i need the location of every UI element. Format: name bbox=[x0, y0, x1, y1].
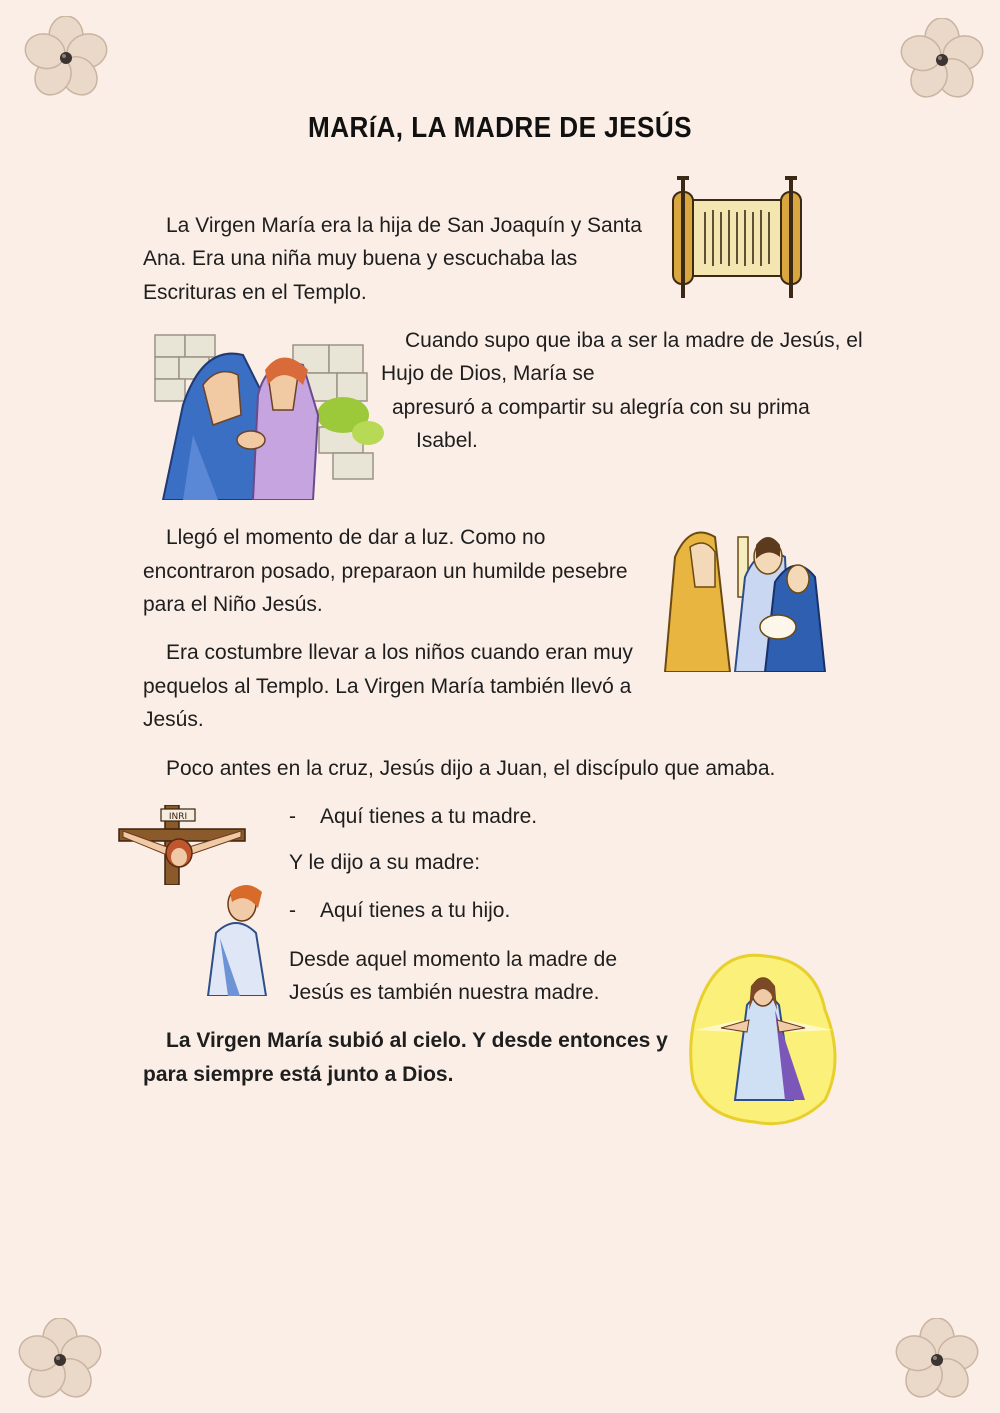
dialogue-line: Aquí tienes a tu hijo. bbox=[320, 899, 511, 922]
dialogue-dash: - bbox=[289, 805, 296, 828]
torah-scroll-illustration bbox=[665, 172, 810, 302]
text-line: Cuando supo que iba a ser la madre de Jesús, el bbox=[405, 329, 863, 352]
text-line: encontraron posado, preparaon un humilde pesebre bbox=[143, 560, 628, 583]
text-line: Jesús. bbox=[143, 708, 204, 731]
text-line: para siempre está junto a Dios. bbox=[143, 1063, 454, 1086]
inri-sign: INRI bbox=[168, 812, 188, 822]
text-line: para el Niño Jesús. bbox=[143, 593, 323, 616]
text-line: Isabel. bbox=[416, 429, 478, 452]
virgin-mary-in-glory-illustration bbox=[685, 950, 840, 1128]
text-line: Era costumbre llevar a los niños cuando eran muy bbox=[166, 641, 633, 664]
flower-icon bbox=[895, 1318, 979, 1402]
text-line: Escrituras en el Templo. bbox=[143, 281, 367, 304]
page-title: MARíA, LA MADRE DE JESÚS bbox=[308, 112, 692, 144]
disciple-john-illustration bbox=[200, 878, 272, 996]
text-line: La Virgen María era la hija de San Joaquín y Santa bbox=[166, 214, 642, 237]
text-line: Ana. Era una niña muy buena y escuchaba las bbox=[143, 247, 578, 270]
flower-icon bbox=[900, 18, 984, 102]
flower-icon bbox=[24, 16, 108, 100]
text-line: pequelos al Templo. La Virgen María también llevó a bbox=[143, 675, 632, 698]
dialogue-line: Aquí tienes a tu madre. bbox=[320, 805, 538, 828]
text-line: Hujo de Dios, María se bbox=[381, 362, 595, 385]
dialogue-dash: - bbox=[289, 899, 296, 922]
flower-icon bbox=[18, 1318, 102, 1402]
text-line: apresuró a compartir su alegría con su prima bbox=[392, 396, 810, 419]
text-line: Desde aquel momento la madre de bbox=[289, 948, 618, 971]
text-line: Jesús es también nuestra madre. bbox=[289, 981, 600, 1004]
crucifix-illustration bbox=[117, 805, 247, 885]
paragraph-cross: Poco antes en la cruz, Jesús dijo a Juan, el discípulo que amaba. bbox=[166, 757, 776, 780]
text-line: La Virgen María subió al cielo. Y desde entonces y bbox=[166, 1029, 668, 1052]
presentation-in-temple-illustration bbox=[660, 517, 830, 672]
dialogue-narration: Y le dijo a su madre: bbox=[289, 851, 481, 874]
text-line: Llegó el momento de dar a luz. Como no bbox=[166, 526, 546, 549]
